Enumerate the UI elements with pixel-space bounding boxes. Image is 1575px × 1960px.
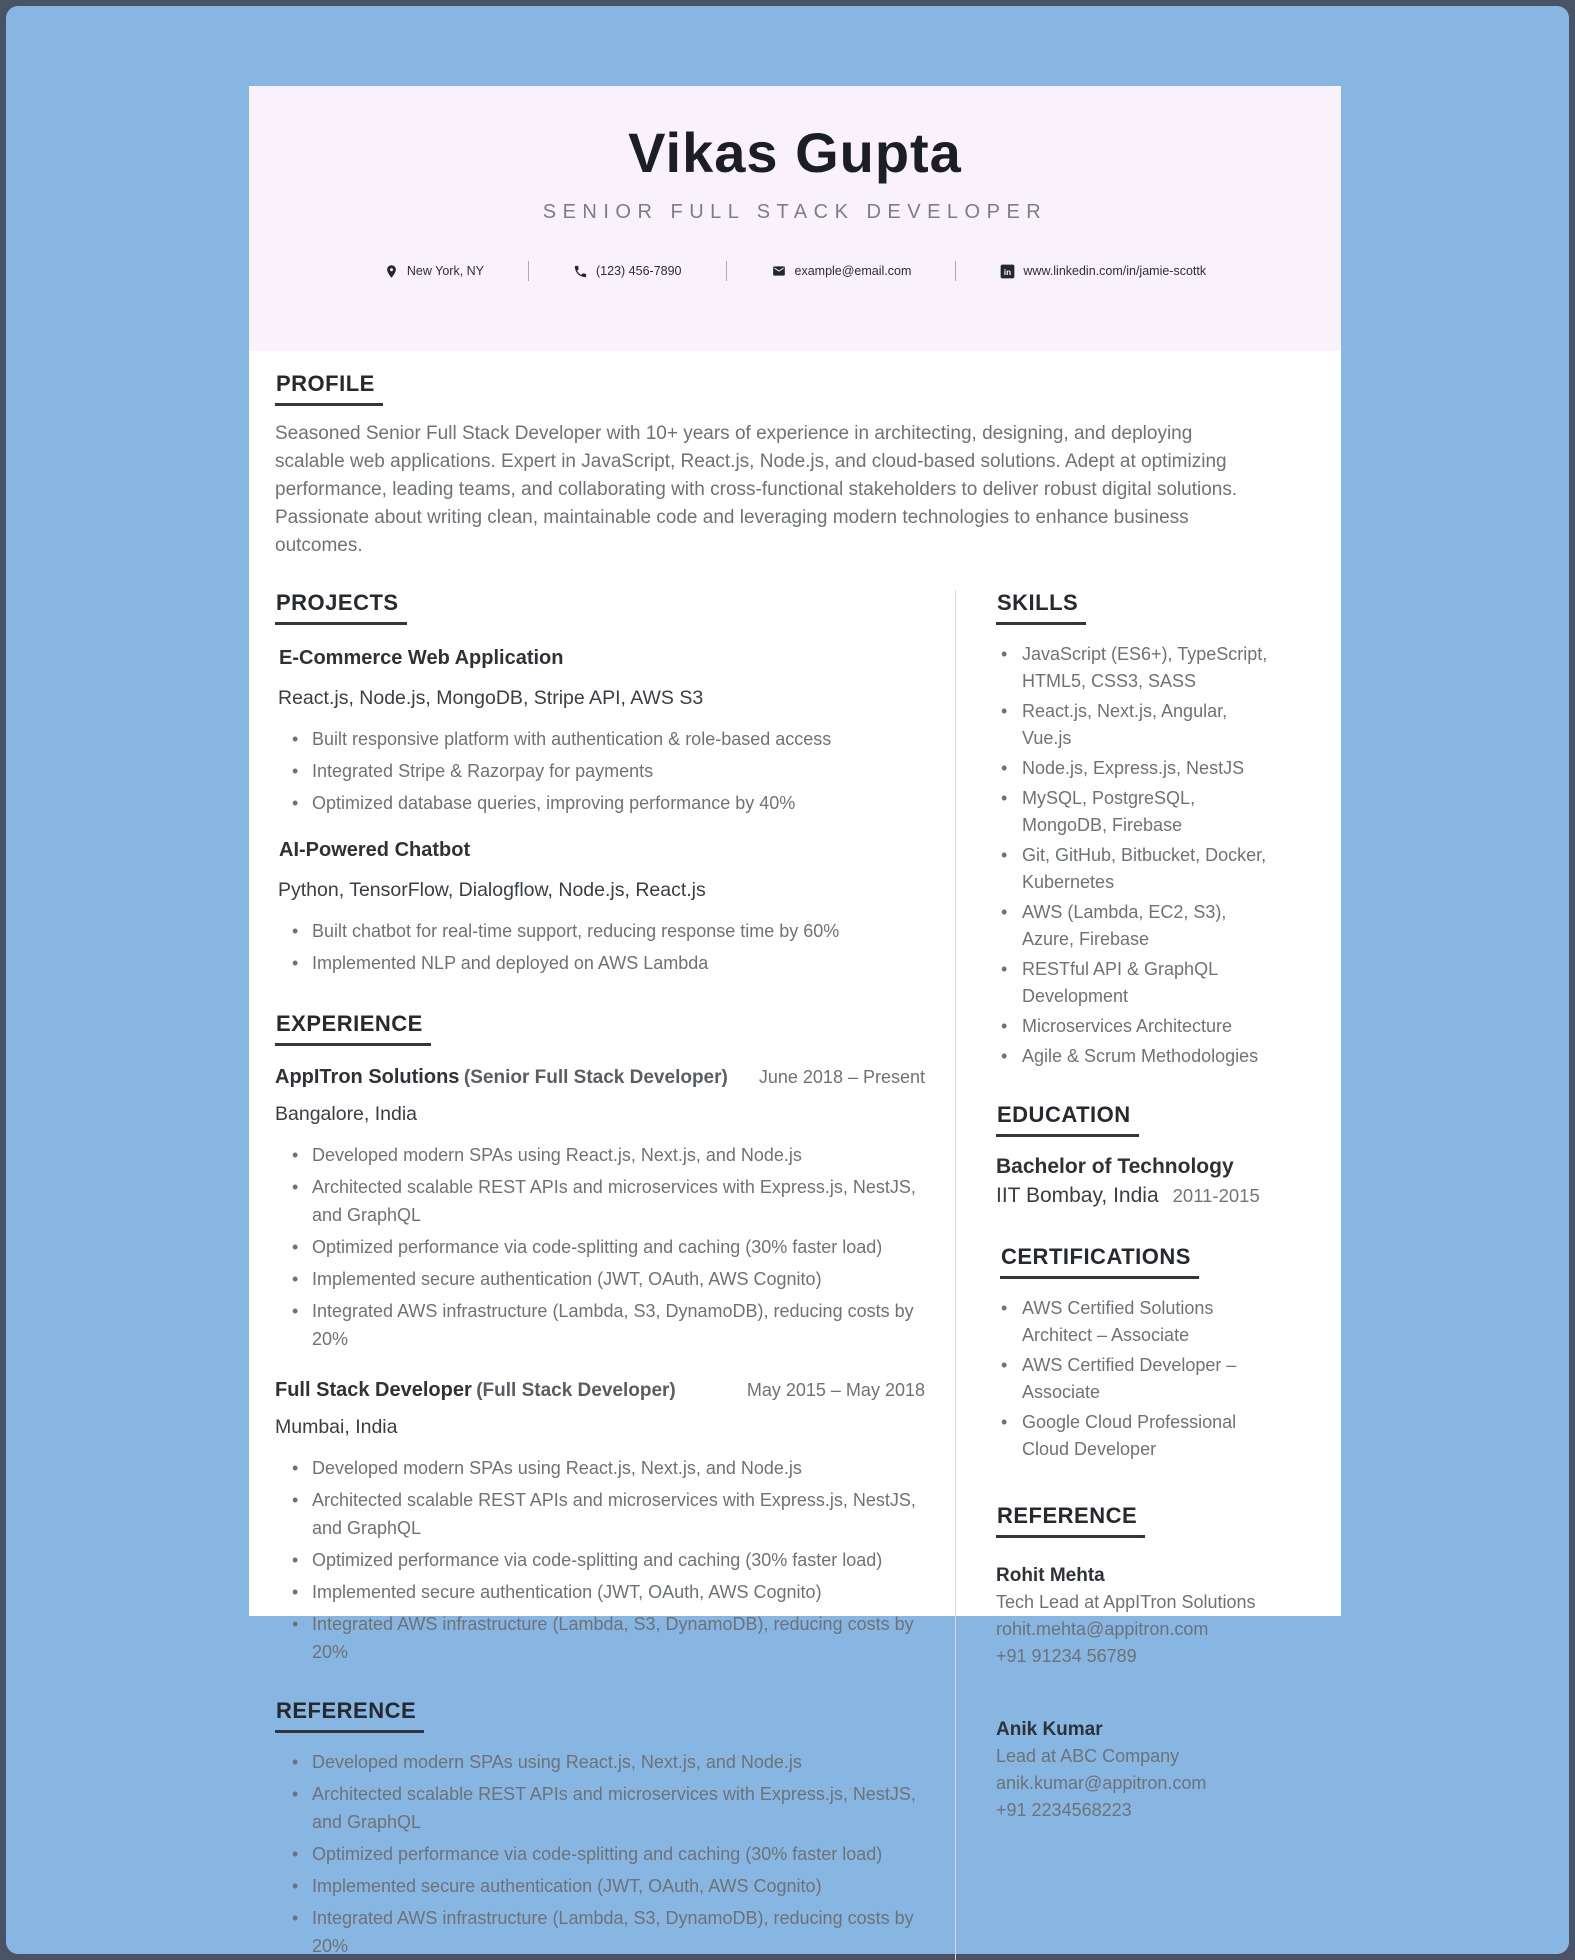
job-title-line [275, 1066, 728, 1089]
project-item [275, 839, 925, 977]
contact-phone[interactable] [573, 264, 681, 279]
job-company: Full Stack Developer [275, 1379, 472, 1401]
project-bullet: • Implemented NLP and deployed on AWS Lambda [275, 949, 925, 977]
location-pin-icon [384, 264, 399, 279]
project-item [275, 647, 925, 817]
experience-list [275, 1066, 925, 1666]
skill-item: • JavaScript (ES6+), TypeScript, HTML5, CSS3, SASS [996, 641, 1274, 695]
location-text: New York, NY [406, 264, 485, 278]
skills-heading: SKILLS [996, 590, 1086, 625]
job-bullets [275, 1141, 925, 1353]
job-role: (Senior Full Stack Developer) [463, 1067, 728, 1088]
job-bullets [275, 1454, 925, 1666]
job-bullet: • Implemented secure authentication (JWT, OAuth, AWS Cognito) [275, 1265, 925, 1293]
skill-item: • MySQL, PostgreSQL, MongoDB, Firebase [996, 785, 1274, 839]
job-item [275, 1379, 925, 1666]
projects-heading: PROJECTS [275, 590, 407, 625]
resume-header [249, 86, 1341, 351]
project-tech-stack: React.js, Node.js, MongoDB, Stripe API, AWS S3 [278, 687, 704, 709]
certifications-heading: CERTIFICATIONS [1000, 1244, 1199, 1279]
reference-right-heading: REFERENCE [996, 1503, 1145, 1538]
project-bullet: • Built responsive platform with authentication & role-based access [275, 725, 925, 753]
two-column-layout [275, 590, 1315, 1960]
skill-item: • Microservices Architecture [996, 1013, 1274, 1040]
reference-name: Rohit Mehta [996, 1565, 1105, 1586]
job-title: SENIOR FULL STACK DEVELOPER [542, 201, 1048, 223]
reference-phone: +91 91234 56789 [996, 1646, 1137, 1666]
job-title-line [275, 1379, 676, 1402]
job-bullet: • Implemented secure authentication (JWT, OAuth, AWS Cognito) [275, 1578, 925, 1606]
phone-text: (123) 456-7890 [596, 264, 682, 278]
job-item [275, 1066, 925, 1353]
resume-page [249, 86, 1341, 1956]
education-years: 2011-2015 [1172, 1185, 1260, 1206]
email-text: example@email.com [794, 264, 912, 278]
job-bullet: • Architected scalable REST APIs and microservices with Express.js, NestJS, and GraphQL [275, 1173, 925, 1229]
reference-bullet: • Developed modern SPAs using React.js, Next.js, and Node.js [275, 1748, 925, 1776]
right-column [996, 590, 1315, 1960]
experience-heading: EXPERIENCE [275, 1011, 431, 1046]
contact-linkedin[interactable] [1000, 264, 1206, 279]
job-company: AppITron Solutions [275, 1066, 460, 1088]
left-column [275, 590, 925, 1960]
job-dates: May 2015 – May 2018 [746, 1380, 925, 1400]
contact-email[interactable] [771, 264, 912, 278]
project-bullets [275, 917, 925, 977]
education-heading: EDUCATION [996, 1102, 1139, 1137]
project-bullet: • Built chatbot for real-time support, reducing response time by 60% [275, 917, 925, 945]
linkedin-text: www.linkedin.com/in/jamie-scottk [1023, 264, 1207, 278]
job-bullet: • Developed modern SPAs using React.js, Next.js, and Node.js [275, 1141, 925, 1169]
reference-email: anik.kumar@appitron.com [996, 1773, 1207, 1793]
reference-bullet: • Implemented secure authentication (JWT, OAuth, AWS Cognito) [275, 1872, 925, 1900]
reference-phone: +91 2234568223 [996, 1800, 1132, 1820]
contact-separator [528, 261, 529, 281]
contact-separator [726, 261, 727, 281]
contact-row [249, 261, 1341, 281]
project-tech-stack: Python, TensorFlow, Dialogflow, Node.js, React.js [278, 879, 706, 901]
skills-list [996, 641, 1274, 1070]
reference-role: Lead at ABC Company [996, 1746, 1180, 1766]
resume-body [249, 351, 1341, 1960]
project-bullet: • Optimized database queries, improving performance by 40% [275, 789, 925, 817]
skill-item: • React.js, Next.js, Angular, Vue.js [996, 698, 1274, 752]
reference-left-bullets [275, 1748, 925, 1960]
job-header [275, 1379, 925, 1402]
education-degree: Bachelor of Technology [996, 1155, 1234, 1178]
job-dates: June 2018 – Present [758, 1067, 925, 1087]
project-bullet: • Integrated Stripe & Razorpay for payments [275, 757, 925, 785]
job-bullet: • Developed modern SPAs using React.js, Next.js, and Node.js [275, 1454, 925, 1482]
job-role: (Full Stack Developer) [476, 1380, 676, 1401]
person-name: Vikas Gupta [628, 121, 962, 184]
reference-bullet: • Architected scalable REST APIs and microservices with Express.js, NestJS, and GraphQL [275, 1780, 925, 1836]
skill-item: • AWS (Lambda, EC2, S3), Azure, Firebase [996, 899, 1274, 953]
reference-name: Anik Kumar [996, 1719, 1103, 1740]
certifications-list [996, 1295, 1274, 1463]
skill-item: • Node.js, Express.js, NestJS [996, 755, 1274, 782]
svg-text:in: in [1004, 267, 1012, 277]
contact-separator [955, 261, 956, 281]
job-location: Mumbai, India [275, 1416, 398, 1438]
profile-heading: PROFILE [275, 371, 383, 406]
linkedin-icon [1000, 264, 1015, 279]
project-bullets [275, 725, 925, 817]
reference-role: Tech Lead at AppITron Solutions [996, 1592, 1256, 1612]
job-bullet: • Integrated AWS infrastructure (Lambda, S3, DynamoDB), reducing costs by 20% [275, 1297, 925, 1353]
phone-icon [573, 264, 588, 279]
reference-contact [996, 1562, 1274, 1670]
email-icon [771, 264, 787, 278]
column-divider [955, 590, 956, 1960]
project-title: AI-Powered Chatbot [279, 839, 471, 861]
certification-item: • AWS Certified Solutions Architect – Associate [996, 1295, 1274, 1349]
reference-bullet: • Integrated AWS infrastructure (Lambda, S3, DynamoDB), reducing costs by 20% [275, 1904, 925, 1960]
skill-item: • Agile & Scrum Methodologies [996, 1043, 1274, 1070]
job-location: Bangalore, India [275, 1103, 418, 1125]
job-bullet: • Optimized performance via code-splitting and caching (30% faster load) [275, 1233, 925, 1261]
reference-bullet: • Optimized performance via code-splitting and caching (30% faster load) [275, 1840, 925, 1868]
reference-contacts [996, 1562, 1274, 1824]
skill-item: • RESTful API & GraphQL Development [996, 956, 1274, 1010]
profile-text: Seasoned Senior Full Stack Developer with 10+ years of experience in architecting, designing, and deploying scalable web applications. Expert in JavaScript, React.js, Node.js, and cloud-based solutions. Adept at optimizing performance, leading teams, and collaborating with cross-functional stakeholders to deliver robust digital solutions. Passionate about writing clean, maintainable code and leveraging modern technologies to enhance business outcomes. [275, 423, 1238, 556]
job-bullet: • Architected scalable REST APIs and microservices with Express.js, NestJS, and GraphQL [275, 1486, 925, 1542]
skill-item: • Git, GitHub, Bitbucket, Docker, Kubernetes [996, 842, 1274, 896]
reference-left-heading: REFERENCE [275, 1698, 424, 1733]
job-header [275, 1066, 925, 1089]
education-school-row [996, 1184, 1274, 1208]
certification-item: • AWS Certified Developer – Associate [996, 1352, 1274, 1406]
education-school: IIT Bombay, India [996, 1184, 1159, 1207]
reference-email: rohit.mehta@appitron.com [996, 1619, 1209, 1639]
certification-item: • Google Cloud Professional Cloud Developer [996, 1409, 1274, 1463]
job-bullet: • Optimized performance via code-splitting and caching (30% faster load) [275, 1546, 925, 1574]
job-bullet: • Integrated AWS infrastructure (Lambda, S3, DynamoDB), reducing costs by 20% [275, 1610, 925, 1666]
projects-list [275, 647, 925, 977]
contact-location [384, 264, 484, 279]
reference-contact [996, 1716, 1274, 1824]
project-title: E-Commerce Web Application [279, 647, 564, 669]
